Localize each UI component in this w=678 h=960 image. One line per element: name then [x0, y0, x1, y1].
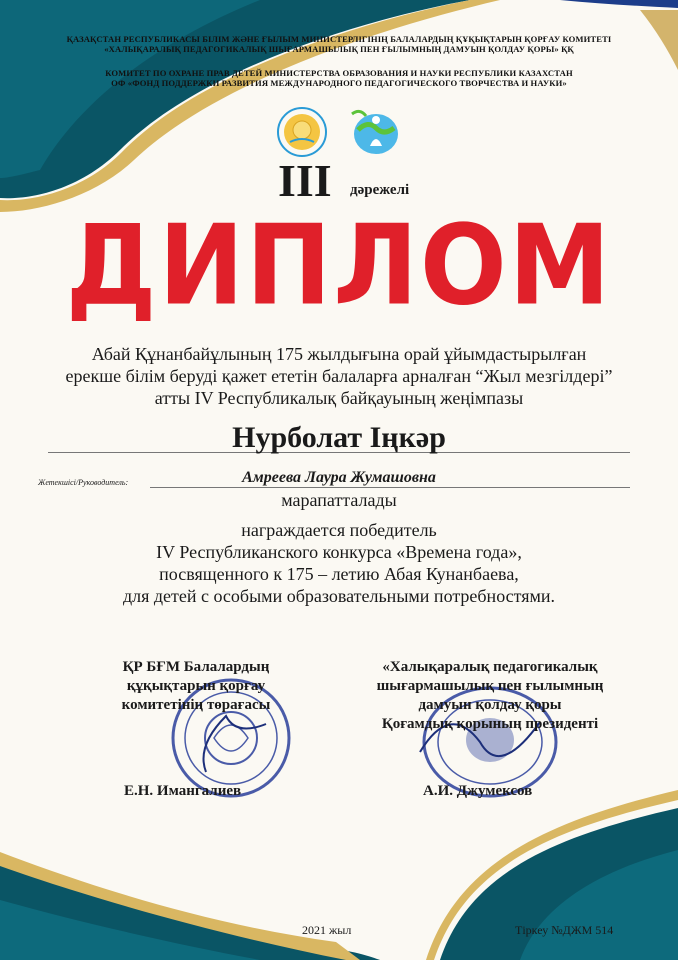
kz-text-line: ерекше білім беруді қажет ететін балаларға арналған “Жыл мезгілдері” [65, 366, 613, 386]
footer-year: 2021 жыл [302, 923, 352, 937]
sig-title-line: құқықтарын қорғау [126, 678, 266, 694]
ru-text-line: для детей с особыми образовательными потребностями. [122, 586, 556, 606]
sig-title-line: дамуын қолдау қоры [418, 697, 562, 713]
sig-title-line: «Халықаралық педагогикалық [382, 659, 598, 675]
sun-emblem-icon [276, 106, 328, 158]
sig-title-line: шығармашылық пен ғылымның [376, 678, 604, 694]
ru-text-line: посвященного к 175 – летию Абая Кунанбаева, [159, 564, 519, 584]
supervisor-underline [150, 487, 630, 488]
header-kz-line2: «ХАЛЫҚАРАЛЫҚ ПЕДАГОГИКАЛЫҚ ШЫҒАРМАШЫЛЫҚ ПЕН ҒЫЛЫМНЫҢ ДАМУЫН ҚОЛДАУ ҚОРЫ» ҚҚ [104, 44, 574, 54]
sig-title-line: ҚР БҒМ Балалардың [122, 659, 270, 675]
degree-label: дәрежелі [350, 182, 410, 198]
supervisor-label: Жетекшісі/Руководитель: [38, 478, 129, 487]
header-ru-line2: ОФ «ФОНД ПОДДЕРЖКИ РАЗВИТИЯ МЕЖДУНАРОДНОГО ПЕДАГОГИЧЕСКОГО ТВОРЧЕСТВА И НАУКИ» [111, 78, 567, 88]
left-signatory-name: Е.Н. Имангалиев [124, 783, 242, 799]
degree-numeral: III [278, 155, 332, 206]
kz-award-text [0, 343, 678, 409]
right-signatory-title [352, 658, 628, 734]
right-signatory-name: А.И. Джумексов [423, 783, 533, 799]
ru-award-text [0, 519, 678, 607]
ru-text-line: награждается победитель [241, 520, 437, 540]
kz-text-line: атты IV Республикалық байқауының жеңімпазы [154, 388, 524, 408]
sig-title-line: Қоғамдық қорының президенті [381, 716, 599, 732]
left-signatory-title [96, 658, 296, 715]
supervisor-name: Амреева Лаура Жумашовна [242, 469, 436, 486]
header-kz-line1: ҚАЗАҚСТАН РЕСПУБЛИКАСЫ БІЛІМ ЖӘНЕ ҒЫЛЫМ МИНИСТЕРЛІГІНІҢ БАЛАЛАРДЫҢ ҚҰҚЫҚТАРЫН ҚОРҒАУ КОМИТЕТІ [66, 34, 612, 44]
footer-registration: Тіркеу №ДЖМ 514 [515, 923, 614, 937]
kz-text-line: Абай Құнанбайұлының 175 жылдығына орай ұйымдастырылған [91, 344, 587, 364]
sig-title-line: комитетінің төрағасы [121, 697, 271, 713]
header-ru-line1: КОМИТЕТ ПО ОХРАНЕ ПРАВ ДЕТЕЙ МИНИСТЕРСТВА ОБРАЗОВАНИЯ И НАУКИ РЕСПУБЛИКИ КАЗАХСТАН [105, 68, 573, 78]
ru-text-line: IV Республиканского конкурса «Времена года», [156, 542, 522, 562]
recipient-name: Нурболат Іңкәр [232, 421, 446, 454]
diploma-title: ДИПЛОМ [65, 202, 613, 331]
globe-people-icon [346, 106, 402, 158]
awarded-kz: марапатталады [281, 490, 397, 510]
